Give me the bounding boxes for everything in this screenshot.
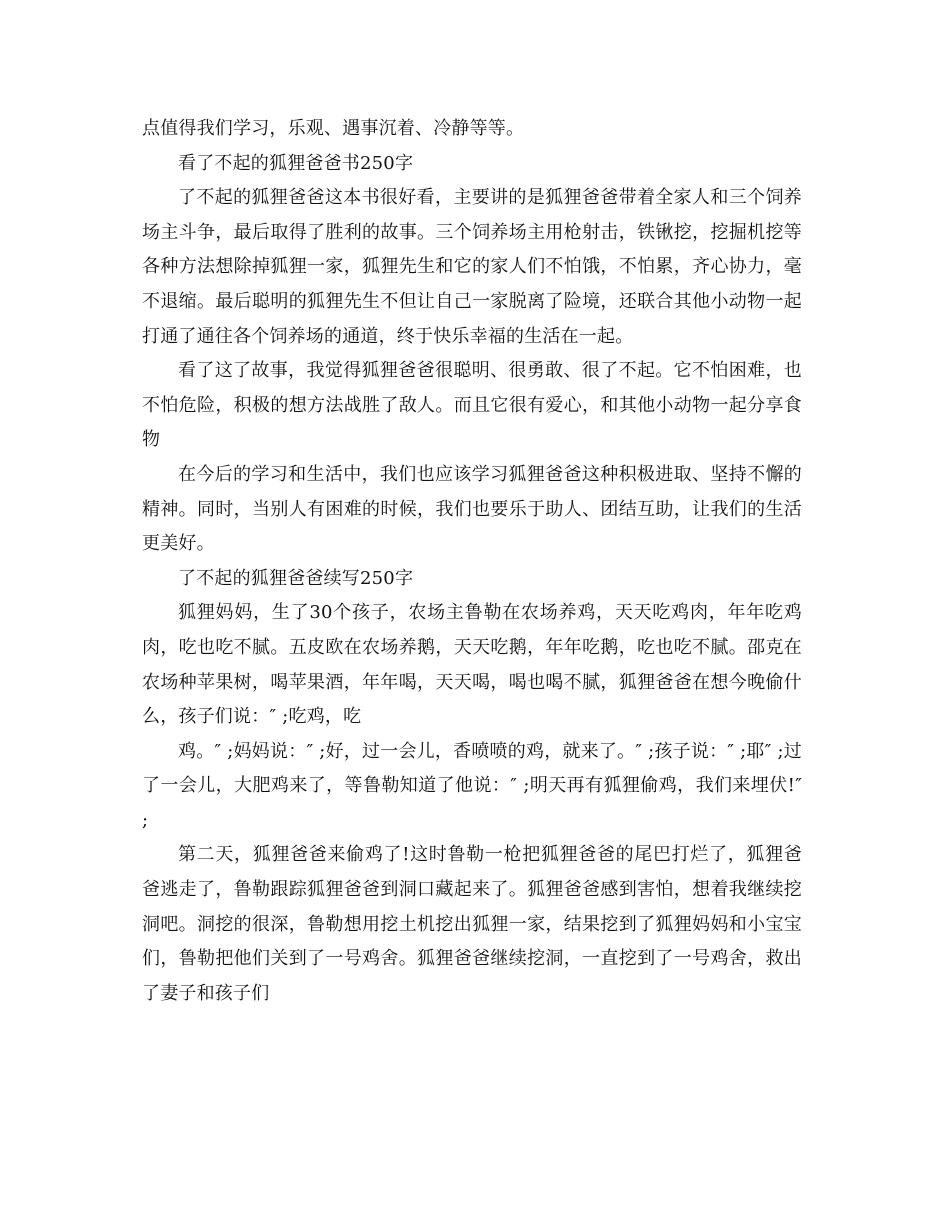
document-body xyxy=(142,112,802,1011)
paragraph-intro-continuation: 点值得我们学习，乐观、遇事沉着、冷静等等。 xyxy=(142,118,525,139)
section-heading-book-review: 看了不起的狐狸爸爸书250字 xyxy=(178,152,414,174)
paragraph-lesson: 在今后的学习和生活中，我们也应该学习狐狸爸爸这种积极进取、坚持不懈的精神。同时，当别人有困难的时候，我们也要乐于助人、团结互助，让我们的生活更美好。 xyxy=(142,463,802,555)
paragraph-impression: 看了这了故事，我觉得狐狸爸爸很聪明、很勇敢、很了不起。它不怕困难，也不怕危险，积极的想方法战胜了敌人。而且它很有爱心，和其他小动物一起分享食物 xyxy=(142,360,802,451)
paragraph-story-second-day: 第二天，狐狸爸爸来偷鸡了!这时鲁勒一枪把狐狸爸爸的尾巴打烂了，狐狸爸爸逃走了，鲁勒跟踪狐狸爸爸到洞口藏起来了。狐狸爸爸感到害怕，想着我继续挖洞吧。洞挖的很深，鲁勒想用挖土机挖出狐狸一家，结果挖到了狐狸妈妈和小宝宝们，鲁勒把他们关到了一号鸡舍。狐狸爸爸继续挖洞，一直挖到了一号鸡舍，救出了妻子和孩子们 xyxy=(142,844,802,1004)
paragraph-story-setup: 狐狸妈妈，生了30个孩子，农场主鲁勒在农场养鸡，天天吃鸡肉，年年吃鸡肉，吃也吃不腻。五皮欧在农场养鹅，天天吃鹅，年年吃鹅，吃也吃不腻。邵克在农场种苹果树，喝苹果酒，年年喝，天天喝，喝也喝不腻，狐狸爸爸在想今晚偷什么，孩子们说：″ ;吃鸡，吃 xyxy=(142,602,802,728)
paragraph-story-dialogue: 鸡。″ ;妈妈说：″ ;好，过一会儿，香喷喷的鸡，就来了。″ ;孩子说：″ ;耶″ ;过了一会儿，大肥鸡来了，等鲁勒知道了他说：″ ;明天再有狐狸偷鸡，我们来埋伏!″ ; xyxy=(142,740,802,831)
paragraph-book-summary: 了不起的狐狸爸爸这本书很好看，主要讲的是狐狸爸爸带着全家人和三个饲养场主斗争，最后取得了胜利的故事。三个饲养场主用枪射击，铁锹挖，挖掘机挖等各种方法想除掉狐狸一家，狐狸先生和它的家人们不怕饿，不怕累，齐心协力，毫不退缩。最后聪明的狐狸先生不但让自己一家脱离了险境，还联合其他小动物一起打通了通往各个饲养场的通道，终于快乐幸福的生活在一起。 xyxy=(142,187,802,347)
section-heading-continuation: 了不起的狐狸爸爸续写250字 xyxy=(178,567,414,589)
